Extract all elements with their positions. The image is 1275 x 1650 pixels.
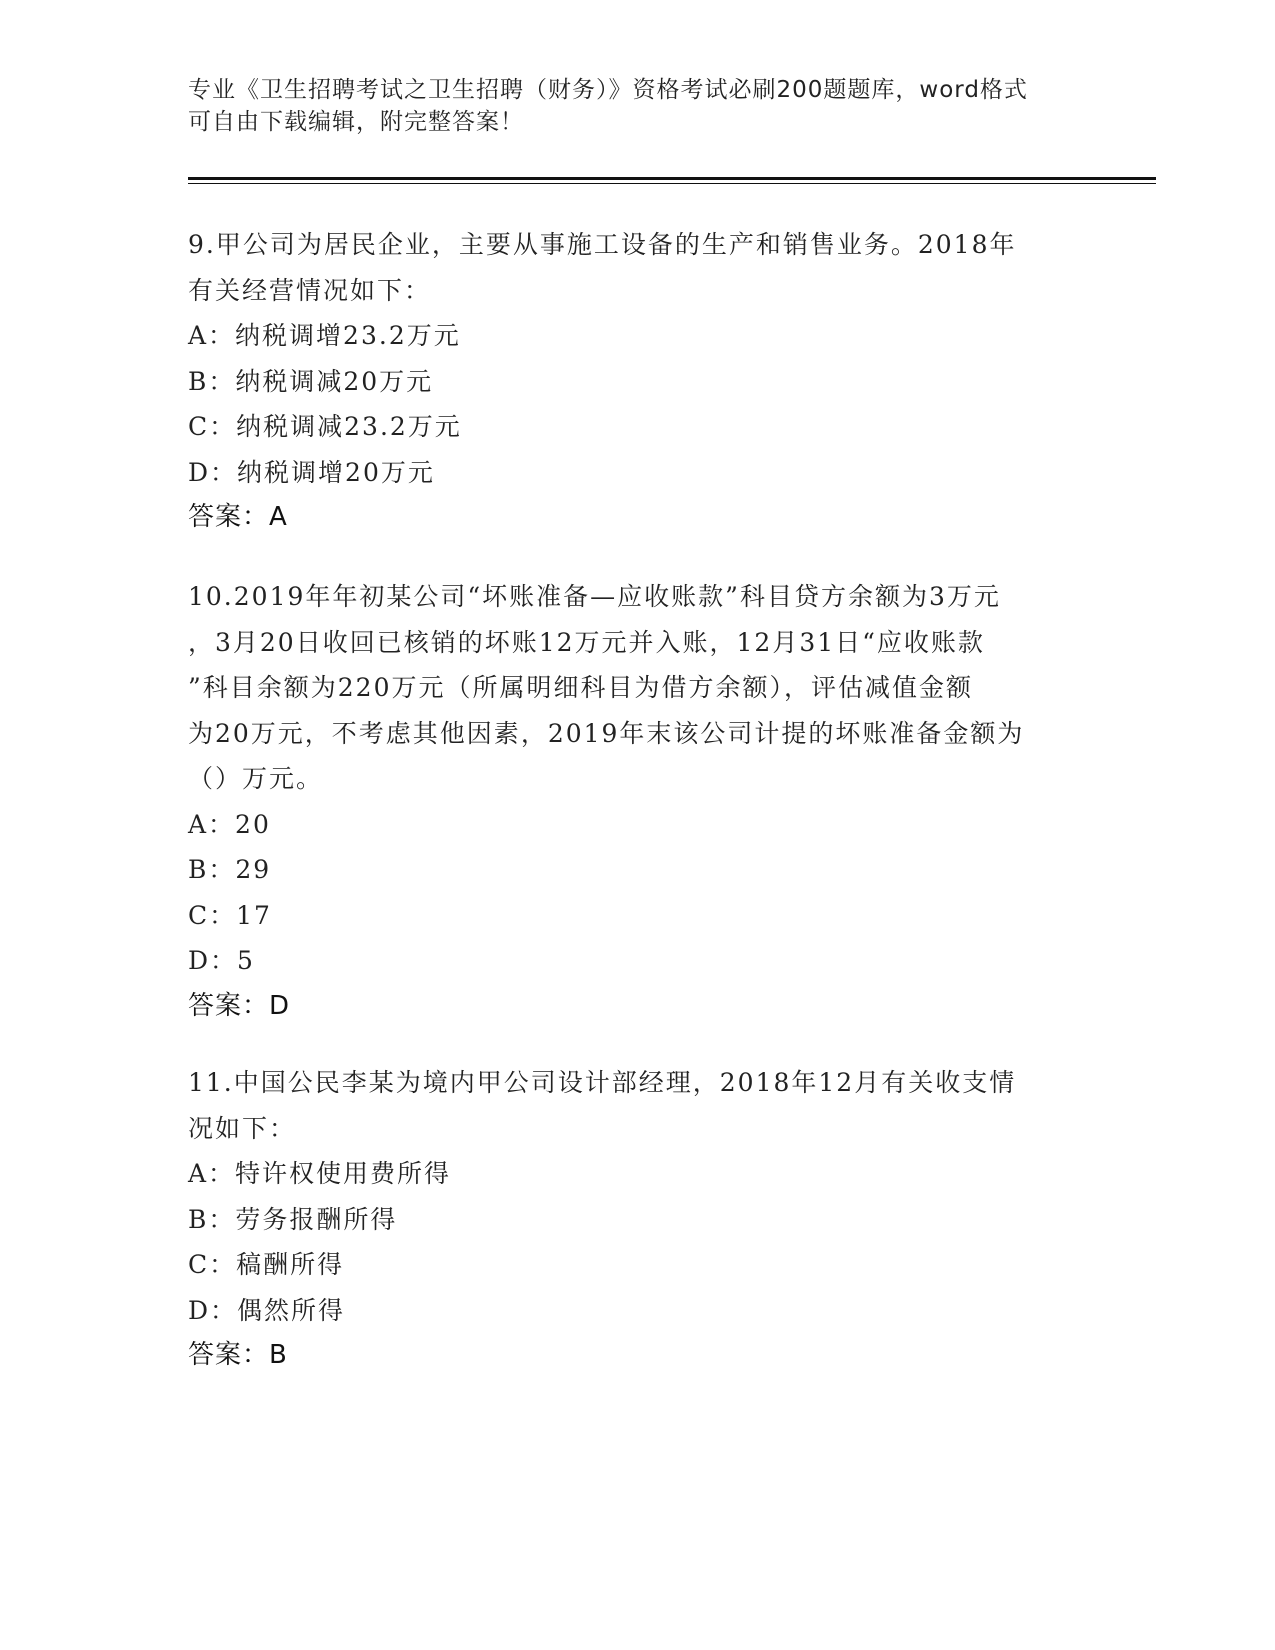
option-b: B：纳税调减20万元 bbox=[188, 366, 434, 396]
question-text-line: ”科目余额为220万元（所属明细科目为借方余额），评估减值金额 bbox=[188, 673, 974, 702]
option-c: C：稿酬所得 bbox=[188, 1250, 345, 1279]
question-10 bbox=[188, 574, 1088, 1029]
option-a: A：纳税调增23.2万元 bbox=[188, 321, 461, 350]
question-text-line: （）万元。 bbox=[188, 764, 324, 793]
question-text bbox=[188, 574, 1088, 802]
answer-label: 答案：B bbox=[188, 1340, 288, 1370]
option-d: D：偶然所得 bbox=[188, 1295, 346, 1325]
question-11 bbox=[188, 1060, 1088, 1379]
option-d: D：5 bbox=[188, 946, 255, 975]
question-text-line: 有关经营情况如下： bbox=[188, 275, 432, 305]
option-c: C：17 bbox=[188, 900, 272, 930]
answer-label: 答案：D bbox=[188, 990, 291, 1021]
option-d: D：纳税调增20万元 bbox=[188, 457, 435, 487]
header-divider-thick bbox=[188, 177, 1156, 180]
option-a: A：特许权使用费所得 bbox=[188, 1159, 452, 1188]
header-divider-thin bbox=[188, 183, 1156, 184]
option-c: C：纳税调减23.2万元 bbox=[188, 412, 462, 441]
question-9 bbox=[188, 222, 1088, 541]
question-text bbox=[188, 222, 1088, 313]
question-text-line: 10.2019年年初某公司“坏账准备—应收账款”科目贷方余额为3万元 bbox=[188, 582, 1001, 611]
question-text-line: 况如下： bbox=[188, 1113, 297, 1143]
question-text-line: ，3月20日收回已核销的坏账12万元并入账，12月31日“应收账款 bbox=[188, 627, 985, 657]
document-header bbox=[188, 74, 1068, 138]
option-b: B：劳务报酬所得 bbox=[188, 1204, 398, 1234]
option-a: A：20 bbox=[188, 809, 271, 839]
option-b: B：29 bbox=[188, 855, 272, 884]
header-line-2: 可自由下载编辑，附完整答案！ bbox=[188, 109, 524, 135]
question-text bbox=[188, 1060, 1088, 1151]
question-text-line: 9.甲公司为居民企业，主要从事施工设备的生产和销售业务。2018年 bbox=[188, 230, 1017, 259]
question-text-line: 11.中国公民李某为境内甲公司设计部经理，2018年12月有关收支情 bbox=[188, 1068, 1017, 1097]
question-text-line: 为20万元，不考虑其他因素，2019年末该公司计提的坏账准备金额为 bbox=[188, 718, 1025, 748]
answer-label: 答案：A bbox=[188, 502, 288, 532]
header-line-1: 专业《卫生招聘考试之卫生招聘（财务）》资格考试必刷200题题库，word格式 bbox=[188, 77, 1028, 103]
